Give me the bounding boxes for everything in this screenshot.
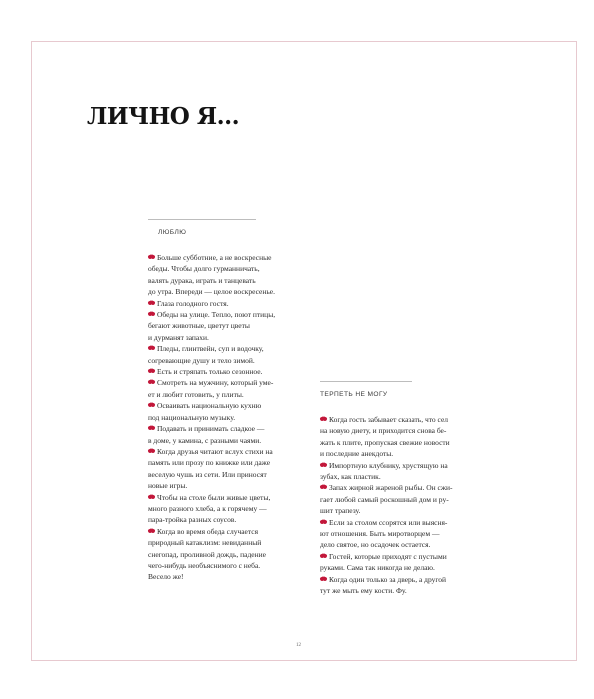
list-item: Осваивать национальную кухню под национальную музыку. — [148, 401, 262, 422]
heart-icon — [148, 425, 155, 431]
heart-icon — [320, 416, 327, 422]
hate-column — [320, 381, 480, 597]
heart-icon — [148, 528, 155, 534]
list-item: Гостей, которые приходят с пустыми руками. Сама так никогда не делаю. — [320, 551, 447, 573]
list-item: Подавать и принимать сладкое — в доме, у камина, с разными чаями. — [148, 424, 265, 445]
love-heading: ЛЮБЛЮ — [158, 229, 187, 236]
list-item: Чтобы на столе были живые цветы, много разного хлеба, а к горячему — пара-тройка разных соусов. — [148, 492, 271, 525]
hate-heading: ТЕРПЕТЬ НЕ МОГУ — [320, 391, 388, 398]
list-item: Когда во время обеда случается природный катаклизм: невиданный снегопад, проливной дождь, падение чего-нибудь необъяснимого с неба. Весело же! — [148, 526, 266, 582]
heart-icon — [148, 494, 155, 500]
heart-icon — [148, 379, 155, 385]
page-title: ЛИЧНО Я... — [87, 103, 240, 130]
list-item: Когда друзья читают вслух стихи на память или прозу по книжке или даже веселую чушь из сети. Или приносят новые игры. — [148, 446, 273, 491]
heart-icon — [320, 462, 327, 468]
list-item: Есть и стряпать только сезонное. — [148, 366, 318, 377]
heart-icon — [320, 576, 327, 582]
heart-icon — [148, 345, 155, 351]
section-divider — [320, 381, 412, 382]
section-divider — [148, 219, 256, 220]
heart-icon — [148, 311, 155, 317]
list-item: Если за столом ссорятся или выясня- ют отношения. Быть миротворцем — дело святое, но осадочек остается. — [320, 517, 448, 550]
love-column — [148, 219, 318, 583]
list-item: Глаза голодного гостя. — [148, 298, 318, 309]
heart-icon — [320, 553, 327, 559]
list-item: Пледы, глинтвейн, суп и водочку, согревающие душу и тело зимой. — [148, 344, 264, 365]
heart-icon — [148, 300, 155, 306]
heart-icon — [148, 448, 155, 454]
list-item: Обеды на улице. Тепло, поют птицы, бегают животные, цветут цветы и дурманят запахи. — [148, 310, 276, 342]
list-item: Смотреть на мужчину, который уме- ет и любит готовить, у плиты. — [148, 378, 274, 399]
list-item: Больше субботние, а не воскресные обеды. Чтобы долго гурманничать, валять дурака, играть и танцевать до утра. Впереди — целое воскресенье. — [148, 253, 275, 297]
page-number: 12 — [296, 643, 301, 648]
heart-icon — [148, 368, 155, 374]
heart-icon — [320, 519, 327, 525]
heart-icon — [148, 402, 155, 408]
list-item: Когда один только за дверь, а другой тут же мыть ему кости. Фу. — [320, 574, 447, 596]
list-item: Когда гость забывает сказать, что сел на новую диету, и приходится снова бе- жать к плите, пропуская свежие новости и последние анекдоты. — [320, 415, 450, 459]
heart-icon — [148, 254, 155, 260]
heart-icon — [320, 484, 327, 490]
list-item: Импортную клубнику, хрустящую на зубах, как пластик. — [320, 460, 448, 482]
list-item: Запах жирной жареной рыбы. Он сжи- гает любой самый роскошный дом и ру- шит трапезу. — [320, 483, 453, 516]
love-list — [148, 252, 318, 583]
hate-list — [320, 414, 480, 597]
